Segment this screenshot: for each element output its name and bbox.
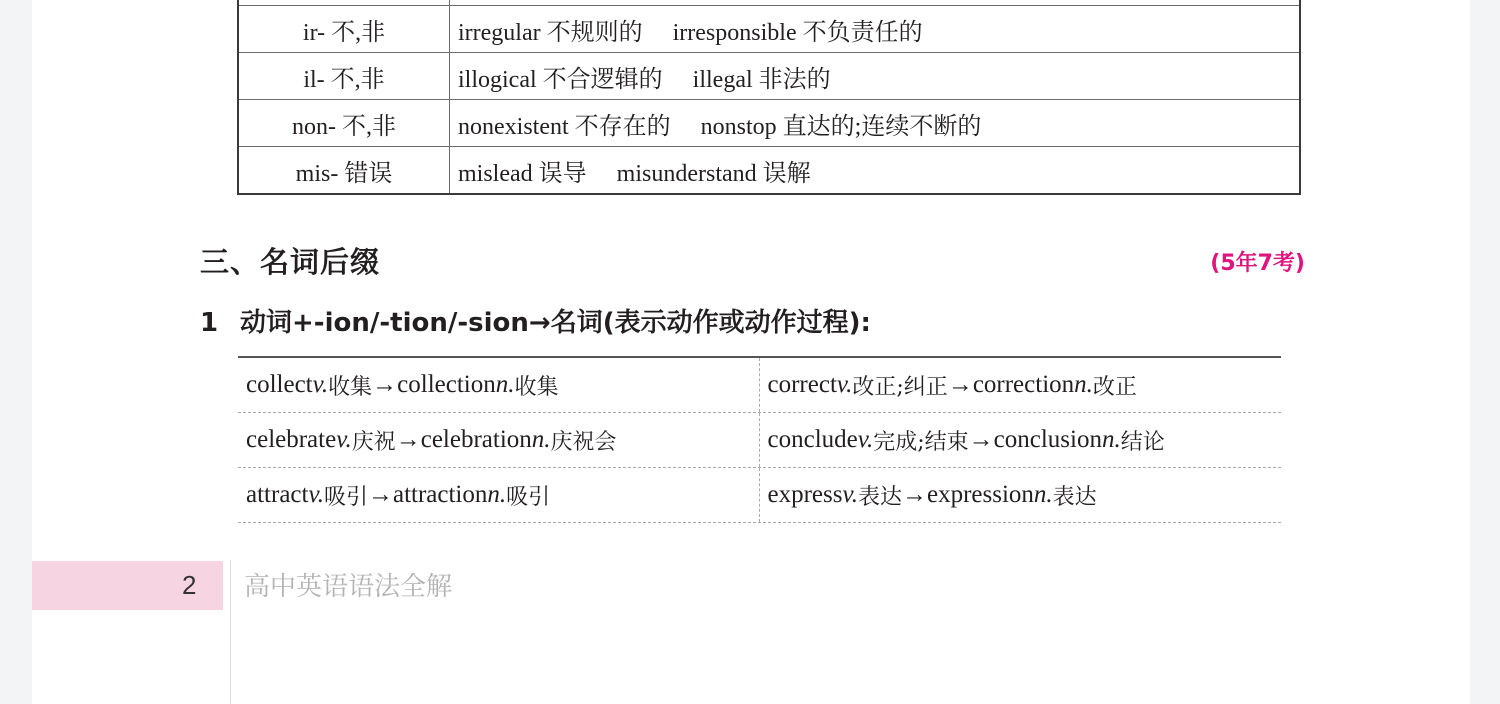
prefix-cell: ir- 不,非 bbox=[238, 6, 450, 53]
section-heading: 三、名词后缀 bbox=[200, 245, 381, 279]
noun-meaning: 庆祝会 bbox=[550, 429, 617, 455]
verb-word: collect bbox=[246, 371, 313, 398]
noun-word: expression bbox=[927, 481, 1034, 508]
word-pair-cell bbox=[238, 413, 760, 467]
word-pair-cell bbox=[760, 468, 1282, 522]
exam-frequency-badge: (5年7考) bbox=[1210, 251, 1305, 276]
verb-meaning: 改正;纠正 bbox=[852, 374, 948, 400]
prefix-examples-cell bbox=[450, 53, 1301, 100]
noun-word: celebration bbox=[420, 426, 532, 453]
noun-meaning: 收集 bbox=[514, 374, 559, 400]
word-pair-cell bbox=[238, 358, 760, 412]
rule-title bbox=[200, 302, 871, 339]
prefix-cell: non- 不,非 bbox=[238, 100, 450, 147]
prefix-row bbox=[238, 53, 1300, 100]
verb-word: attract bbox=[246, 481, 309, 508]
word-pair-row bbox=[238, 358, 1281, 413]
verb-meaning: 完成;结束 bbox=[873, 429, 969, 455]
arrow-icon: → bbox=[947, 371, 973, 398]
example-word: irregular 不规则的 bbox=[458, 19, 643, 46]
word-pair-row bbox=[238, 413, 1281, 468]
noun-meaning: 改正 bbox=[1092, 374, 1137, 400]
example-word: illogical 不合逻辑的 bbox=[458, 66, 663, 93]
prefix-row bbox=[238, 6, 1300, 53]
verb-word: conclude bbox=[767, 426, 858, 453]
example-word: mislead 误导 bbox=[458, 160, 587, 187]
prefix-table bbox=[237, 0, 1301, 195]
word-pair-cell bbox=[760, 413, 1282, 467]
arrow-icon: → bbox=[968, 426, 994, 453]
example-word: nonexistent 不存在的 bbox=[458, 113, 671, 140]
verb-part-of-speech: v. bbox=[857, 426, 874, 453]
noun-word: collection bbox=[397, 371, 496, 398]
verb-word: celebrate bbox=[246, 426, 337, 453]
arrow-icon: → bbox=[395, 426, 421, 453]
example-word: irresponsible 不负责任的 bbox=[672, 19, 923, 46]
noun-part-of-speech: n. bbox=[487, 481, 507, 508]
noun-word: attraction bbox=[392, 481, 488, 508]
verb-part-of-speech: v. bbox=[842, 481, 858, 508]
word-pair-row bbox=[238, 468, 1281, 523]
verb-part-of-speech: v. bbox=[336, 426, 352, 453]
verb-meaning: 表达 bbox=[857, 484, 902, 510]
noun-part-of-speech: n. bbox=[1074, 371, 1093, 398]
verb-meaning: 吸引 bbox=[323, 484, 368, 510]
arrow-icon: → bbox=[367, 481, 393, 508]
prefix-row bbox=[238, 100, 1300, 147]
page-number: 2 bbox=[182, 570, 197, 600]
rule-text: 动词+-ion/-tion/-sion→名词(表示动作或动作过程): bbox=[240, 308, 871, 338]
noun-part-of-speech: n. bbox=[1033, 481, 1053, 508]
noun-meaning: 吸引 bbox=[506, 484, 551, 510]
verb-part-of-speech: v. bbox=[308, 481, 324, 508]
verb-meaning: 收集 bbox=[328, 374, 373, 400]
book-page bbox=[32, 0, 1470, 704]
book-title: 高中英语语法全解 bbox=[244, 572, 453, 602]
prefix-examples-cell bbox=[450, 147, 1301, 195]
prefix-cell: mis- 错误 bbox=[238, 147, 450, 195]
prefix-examples-cell bbox=[450, 100, 1301, 147]
prefix-row bbox=[238, 147, 1300, 195]
verb-part-of-speech: v. bbox=[836, 371, 853, 398]
prefix-cell: il- 不,非 bbox=[238, 53, 450, 100]
noun-part-of-speech: n. bbox=[531, 426, 551, 453]
verb-word: express bbox=[767, 481, 843, 508]
verb-word: correct bbox=[767, 371, 837, 398]
example-word: nonstop 直达的;连续不断的 bbox=[700, 113, 982, 140]
noun-meaning: 表达 bbox=[1052, 484, 1097, 510]
verb-part-of-speech: v. bbox=[312, 371, 329, 398]
noun-part-of-speech: n. bbox=[1101, 426, 1121, 453]
noun-part-of-speech: n. bbox=[495, 371, 515, 398]
noun-meaning: 结论 bbox=[1120, 429, 1165, 455]
prefix-examples-cell bbox=[450, 6, 1301, 53]
arrow-icon: → bbox=[372, 371, 398, 398]
word-pair-cell bbox=[760, 358, 1282, 412]
rule-number: 1 bbox=[200, 308, 219, 338]
word-pair-cell bbox=[238, 468, 760, 522]
noun-word: correction bbox=[972, 371, 1075, 398]
word-pair-table bbox=[238, 356, 1281, 523]
example-word: illegal 非法的 bbox=[692, 66, 831, 93]
example-word: misunderstand 误解 bbox=[616, 160, 811, 187]
noun-word: conclusion bbox=[993, 426, 1102, 453]
arrow-icon: → bbox=[902, 481, 927, 508]
verb-meaning: 庆祝 bbox=[351, 429, 396, 455]
footer-divider bbox=[230, 560, 231, 704]
